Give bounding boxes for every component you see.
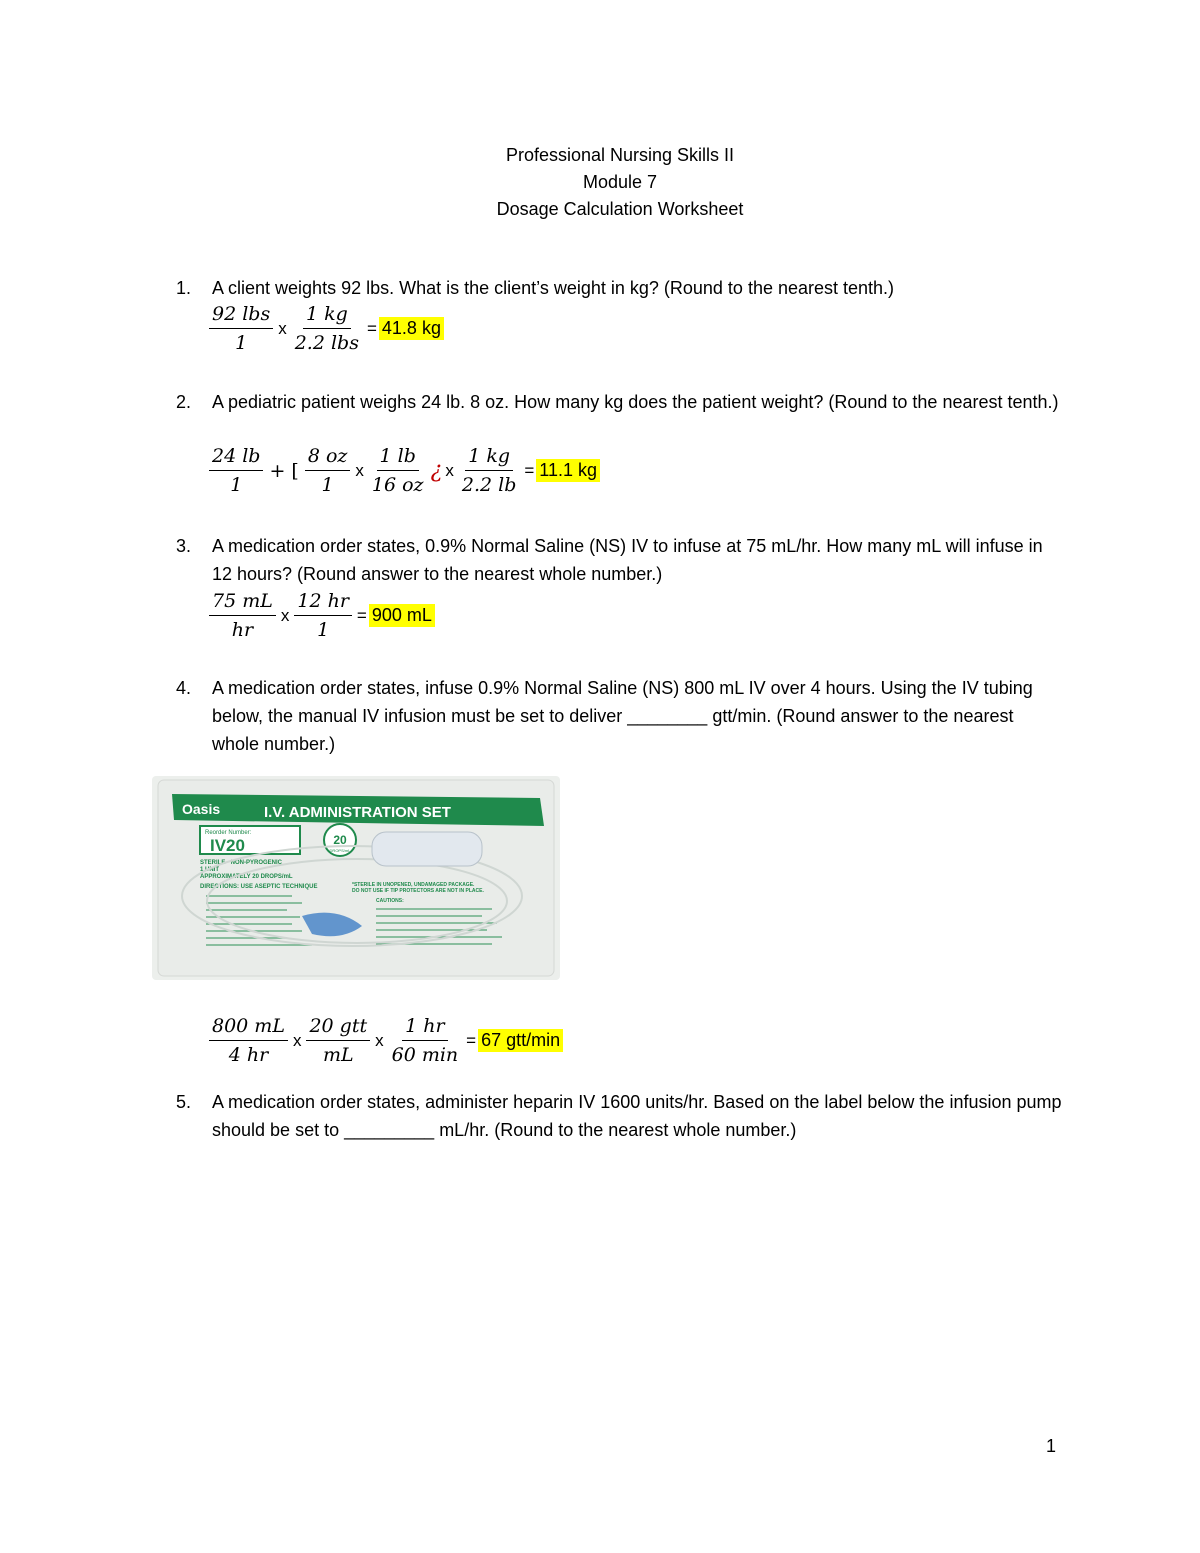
equals-sign: = bbox=[524, 460, 535, 480]
approx-text: APPROXIMATELY 20 DROPS/mL bbox=[200, 874, 293, 880]
module-title: Module 7 bbox=[582, 172, 658, 192]
course-title: Professional Nursing Skills II bbox=[505, 145, 735, 165]
multiply-sign: x bbox=[292, 1030, 302, 1050]
brand-text: Oasis bbox=[182, 801, 221, 817]
question-text: A medication order states, infuse 0.9% Normal Saline (NS) 800 mL IV over 4 hours. Using the IV tubing below, the manual IV infusion must be set to deliver ________ gtt/min. (Round answer to the nearest whole number.) bbox=[212, 678, 1033, 754]
fraction: $\frac{1 hr}{60 \min}$ bbox=[391, 1015, 459, 1066]
plus-sign: + bbox=[269, 459, 286, 482]
drops-unit: DROPS/mL bbox=[329, 848, 351, 853]
fraction: $\frac{1 lb}{16 oz}$ bbox=[371, 445, 424, 496]
fraction: $\frac{8 oz}{1}$ bbox=[305, 444, 351, 497]
question-number: 5. bbox=[176, 1092, 192, 1112]
fraction: $\frac{75 mL}{hr}$ bbox=[209, 589, 276, 642]
fraction: $\frac{1 kg}{\text{2.2 lbs}}$ bbox=[294, 303, 359, 354]
fraction: $\frac{24 lb}{1}$ bbox=[209, 444, 263, 497]
render-glyph: ¿ bbox=[430, 458, 443, 483]
question-number: 3. bbox=[176, 536, 192, 556]
question-text: A medication order states, 0.9% Normal Saline (NS) IV to infuse at 75 mL/hr. How many mL will infuse in 12 hours? (Round answer to the nearest whole number.) bbox=[212, 536, 1043, 584]
iv-set-title: I.V. ADMINISTRATION SET bbox=[264, 804, 451, 821]
fraction: $\frac{\text{92 lbs}}{1}$ bbox=[209, 302, 273, 355]
question-number: 2. bbox=[176, 392, 192, 412]
multiply-sign: x bbox=[355, 460, 364, 480]
unit-text: 1 UNIT bbox=[200, 867, 220, 873]
directions-text: DIRECTIONS: USE ASEPTIC TECHNIQUE bbox=[200, 884, 318, 890]
equation-4 bbox=[206, 1014, 563, 1067]
equals-sign: = bbox=[366, 318, 377, 338]
fraction: $\frac{\text{20 gtt}}{mL}$ bbox=[306, 1014, 370, 1067]
answer-highlight: 900 mL bbox=[369, 604, 435, 627]
answer-highlight: 67 gtt/min bbox=[478, 1029, 563, 1052]
page-number: 1 bbox=[1046, 1436, 1057, 1456]
answer-highlight: 11.1 kg bbox=[536, 459, 600, 482]
question-text: A client weights 92 lbs. What is the client’s weight in kg? (Round to the nearest tenth.) bbox=[212, 278, 895, 298]
answer-highlight: 41.8 kg bbox=[379, 317, 444, 340]
equals-sign: = bbox=[356, 605, 367, 625]
equation-2 bbox=[206, 444, 600, 497]
fraction: $\frac{12 hr}{1}$ bbox=[294, 589, 352, 642]
question-number: 1. bbox=[176, 278, 192, 298]
iv-administration-set-image bbox=[152, 776, 560, 980]
multiply-sign: x bbox=[278, 318, 287, 338]
fraction: $\frac{1 kg}{2.2 lb}$ bbox=[461, 445, 517, 496]
multiply-sign: x bbox=[445, 460, 454, 480]
iv-bag-illustration bbox=[152, 776, 560, 980]
equation-3 bbox=[206, 589, 435, 642]
worksheet-title: Dosage Calculation Worksheet bbox=[496, 199, 744, 219]
sterile-text: STERILE - NON-PYROGENIC bbox=[200, 860, 283, 866]
warning-text-2: DO NOT USE IF TIP PROTECTORS ARE NOT IN PLACE. bbox=[352, 888, 484, 894]
fraction: $\frac{800 mL}{4 hr}$ bbox=[209, 1014, 288, 1067]
reorder-label: Reorder Number: bbox=[205, 830, 252, 836]
open-bracket: [ bbox=[291, 459, 299, 482]
warning-text-1: *STERILE IN UNOPENED, UNDAMAGED PACKAGE. bbox=[352, 882, 475, 888]
question-number: 4. bbox=[176, 678, 192, 698]
equation-1 bbox=[206, 302, 444, 355]
equals-sign: = bbox=[466, 1030, 477, 1050]
product-code: IV20 bbox=[210, 836, 245, 855]
question-text: A pediatric patient weighs 24 lb. 8 oz. How many kg does the patient weight? (Round to the nearest tenth.) bbox=[212, 392, 1059, 412]
question-text: A medication order states, administer heparin IV 1600 units/hr. Based on the label below the infusion pump should be set to _________ mL/hr. (Round to the nearest whole number.) bbox=[212, 1092, 1062, 1140]
multiply-sign: x bbox=[375, 1030, 384, 1050]
drops-number: 20 bbox=[333, 833, 347, 847]
caution-text: CAUTIONS: bbox=[376, 898, 404, 904]
multiply-sign: x bbox=[280, 605, 290, 625]
